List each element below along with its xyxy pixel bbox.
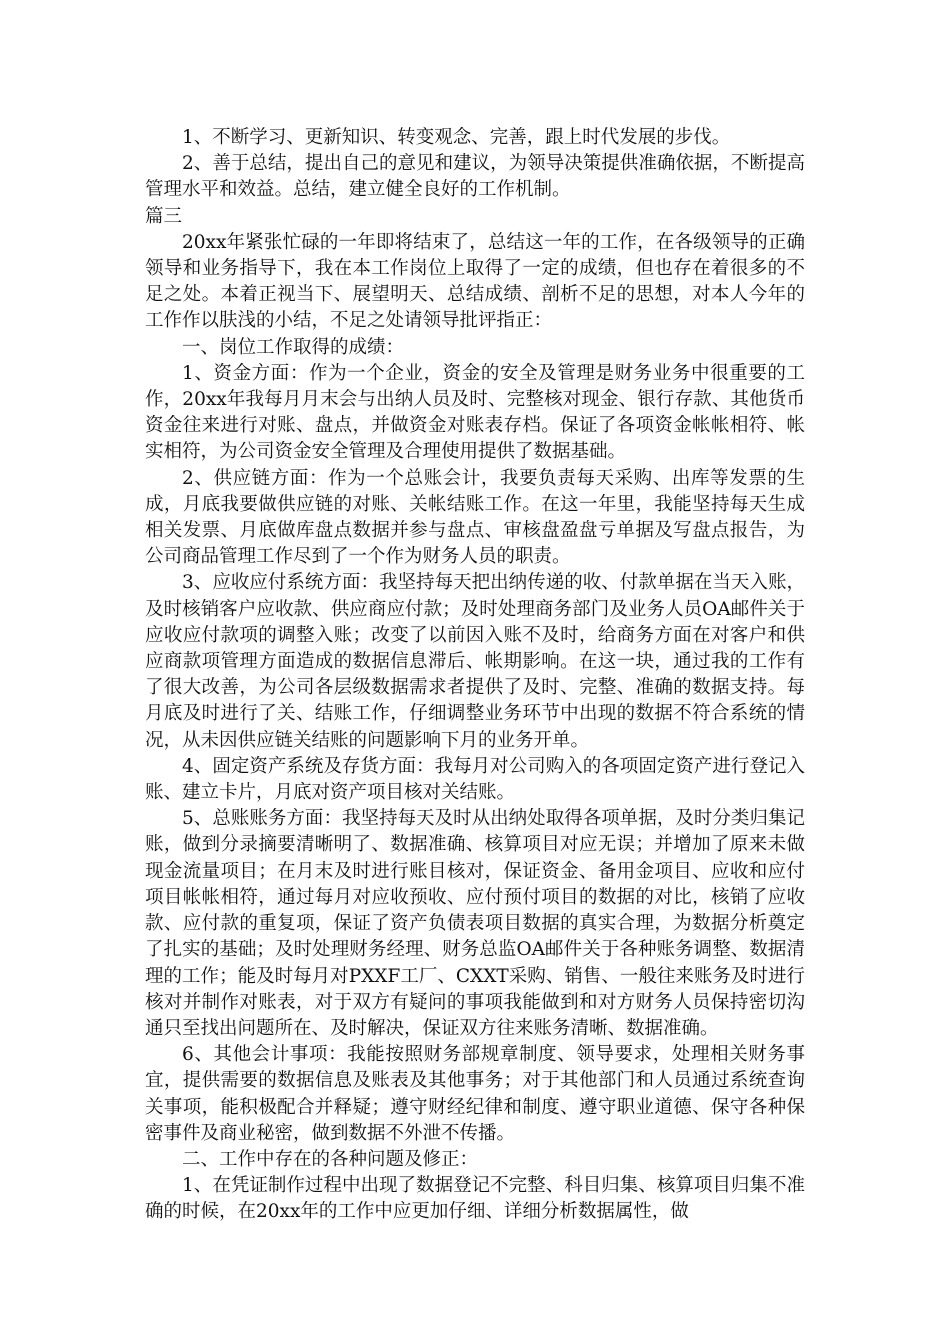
paragraph-study: 1、不断学习、更新知识、转变观念、完善，跟上时代发展的步伐。 xyxy=(182,127,731,148)
paragraph-general-ledger: 5、总账账务方面：我坚持每天及时从出纳处取得各项单据，及时分类归集记账，做到分录摘要清晰明了、数据准确、核算项目对应无误；并增加了原来未做现金流量项目；在月末及时进行账目核对，保证资金、备用金项目、应收和应付项目帐帐相符，通过每月对应收预收、应付预付项目的数据的对比，核销了应收款、应付款的重复项，保证了资产负债表项目数据的真实合理，为数据分析奠定了扎实的基础；及时处理财务经理、财务总监OA邮件关于各种账务调整、数据清理的工作；能及时每月对PXXF工厂、CXXT采购、销售、一般往来账务及时进行核对并制作对账表，对于双方有疑问的事项我能做到和对方财务人员保持密切沟通只至找出问题所在、及时解决，保证双方往来账务清晰、数据准确。 xyxy=(145,808,805,1039)
paragraph-receivables-payables: 3、应收应付系统方面：我坚持每天把出纳传递的收、付款单据在当天入账，及时核销客户应收款、供应商应付款；及时处理商务部门及业务人员OA邮件关于应收应付款项的调整入账；改变了以前因入账不及时，给商务方面在对客户和供应商款项管理方面造成的数据信息滞后、帐期影响。在这一块，通过我的工作有了很大改善，为公司各层级数据需求者提供了及时、完整、准确的数据支持。每月底及时进行了关、结账工作，仔细调整业务环节中出现的数据不符合系统的情况，从未因供应链关结账的问题影响下月的业务开单。 xyxy=(145,572,805,751)
paragraph-funds: 1、资金方面：作为一个企业，资金的安全及管理是财务业务中很重要的工作，20xx年我每月月末会与出纳人员及时、完整核对现金、银行存款、其他货币资金往来进行对账、盘点，并做资金对账表存档。保证了各项资金帐帐相符、帐实相符，为公司资金安全管理及合理使用提供了数据基础。 xyxy=(145,362,805,463)
paragraph-intro: 20xx年紧张忙碌的一年即将结束了，总结这一年的工作，在各级领导的正确领导和业务指导下，我在本工作岗位上取得了一定的成绩，但也存在着很多的不足之处。本着正视当下、展望明天、总结成绩、剖析不足的思想，对本人今年的工作作以肤浅的小结，不足之处请领导批评指正： xyxy=(145,231,805,332)
paragraph-fixed-assets: 4、固定资产系统及存货方面：我每月对公司购入的各项固定资产进行登记入账、建立卡片，月底对资产项目核对关结账。 xyxy=(145,755,805,804)
heading-problems: 二、工作中存在的各种问题及修正： xyxy=(182,1148,479,1170)
heading-achievements: 一、岗位工作取得的成绩： xyxy=(182,336,405,358)
paragraph-supply-chain: 2、供应链方面：作为一个总账会计，我要负责每天采购、出库等发票的生成，月底我要做供应链的对账、关帐结账工作。在这一年里，我能坚持每天生成相关发票、月底做库盘点数据并参与盘点、审核盘盈盘亏单据及写盘点报告，为公司商品管理工作尽到了一个作为财务人员的职责。 xyxy=(145,467,805,568)
section-heading-part-three: 篇三 xyxy=(145,205,183,227)
paragraph-summary: 2、善于总结，提出自己的意见和建议，为领导决策提供准确依据，不断提高管理水平和效益。总结，建立健全良好的工作机制。 xyxy=(145,153,805,201)
paragraph-voucher-issues: 1、在凭证制作过程中出现了数据登记不完整、科目归集、核算项目归集不准确的时候，在20xx年的工作中应更加仔细、详细分析数据属性，做 xyxy=(145,1175,805,1223)
document-body xyxy=(145,125,805,1226)
paragraph-other-matters: 6、其他会计事项：我能按照财务部规章制度、领导要求，处理相关财务事宜，提供需要的数据信息及账表及其他事务；对于其他部门和人员通过系统查询关事项，能积极配合并释疑；遵守财经纪律和制度、遵守职业道德、保守各种保密事件及商业秘密，做到数据不外泄不传播。 xyxy=(145,1044,805,1144)
